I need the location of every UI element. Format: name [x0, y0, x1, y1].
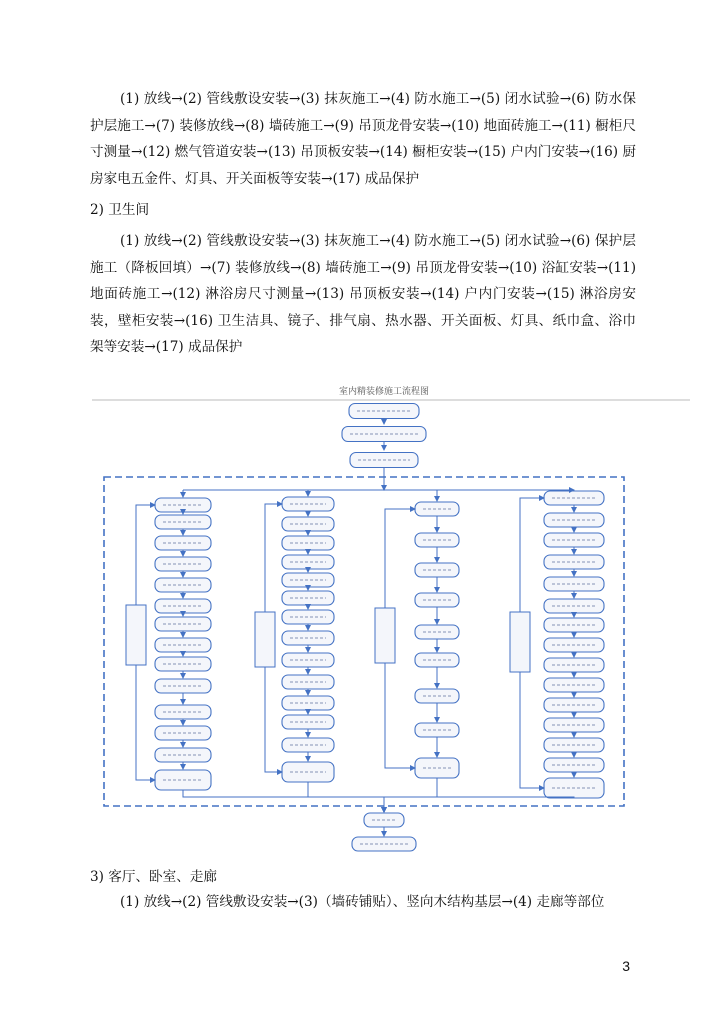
flow-node — [415, 758, 459, 778]
flow-connector — [384, 797, 574, 812]
flow-connector — [265, 667, 282, 772]
flow-side-node — [126, 605, 146, 665]
flow-connector — [136, 665, 155, 780]
flow-connector — [308, 782, 384, 812]
flow-node — [415, 502, 459, 516]
flow-connector — [136, 505, 155, 605]
flow-node — [415, 563, 459, 577]
flow-side-node — [255, 612, 275, 667]
section1-paragraph: (1) 放线→(2) 管线敷设安装→(3) 抹灰施工→(4) 防水施工→(5) 闭水试验→(6) 防水保护层施工→(7) 装修放线→(8) 墙砖施工→(9) 吊顶龙骨安装→(10) 地面砖施工→(11) 橱柜尺寸测量→(12) 燃气管道安装→(13) 吊顶板安装→(14) 橱柜安装→(15) 户内门安装→(16) 厨房家电五金件、灯具、开关面板等安装→(17) 成品保护 — [90, 91, 636, 187]
flow-connector — [385, 663, 415, 768]
section2-paragraph: (1) 放线→(2) 管线敷设安装→(3) 抹灰施工→(4) 防水施工→(5) 闭水试验→(6) 保护层施工（降板回填）→(7) 装修放线→(8) 墙砖施工→(9) 吊顶龙骨安装→(10) 浴缸安装→(11) 地面砖施工→(12) 淋浴房尺寸测量→(13) 吊顶板安装→(14) 户内门安装→(15) 淋浴房安装，壁柜安装→(16) 卫生洁具、镜子、排气扇、热水器、开关面板、灯具、纸巾盒、浴巾架等安装→(17) 成品保护 — [90, 233, 636, 355]
section3-paragraph: (1) 放线→(2) 管线敷设安装→(3)（墙砖铺贴）、竖向木结构基层→(4) 走廊等部位 — [120, 894, 605, 910]
flow-side-node — [375, 608, 395, 663]
page-number: 3 — [622, 958, 630, 974]
section2-heading: 2) 卫生间 — [90, 202, 150, 218]
flow-connector — [265, 504, 282, 612]
flow-node — [415, 625, 459, 639]
flow-connector — [385, 509, 415, 608]
flow-node — [342, 427, 426, 442]
flow-nodes — [126, 404, 604, 852]
flow-node — [415, 533, 459, 547]
diagram-title: 室内精装修施工流程图 — [338, 387, 430, 397]
flow-connector — [520, 672, 544, 788]
flow-node — [415, 689, 459, 703]
flow-node — [415, 653, 459, 667]
flow-side-node — [510, 612, 530, 672]
flow-connector — [520, 498, 544, 612]
flow-connector — [183, 790, 384, 812]
flow-connector — [384, 778, 437, 812]
section3-heading: 3) 客厅、卧室、走廊 — [90, 869, 218, 885]
flow-node — [415, 593, 459, 607]
flow-node — [415, 723, 459, 737]
